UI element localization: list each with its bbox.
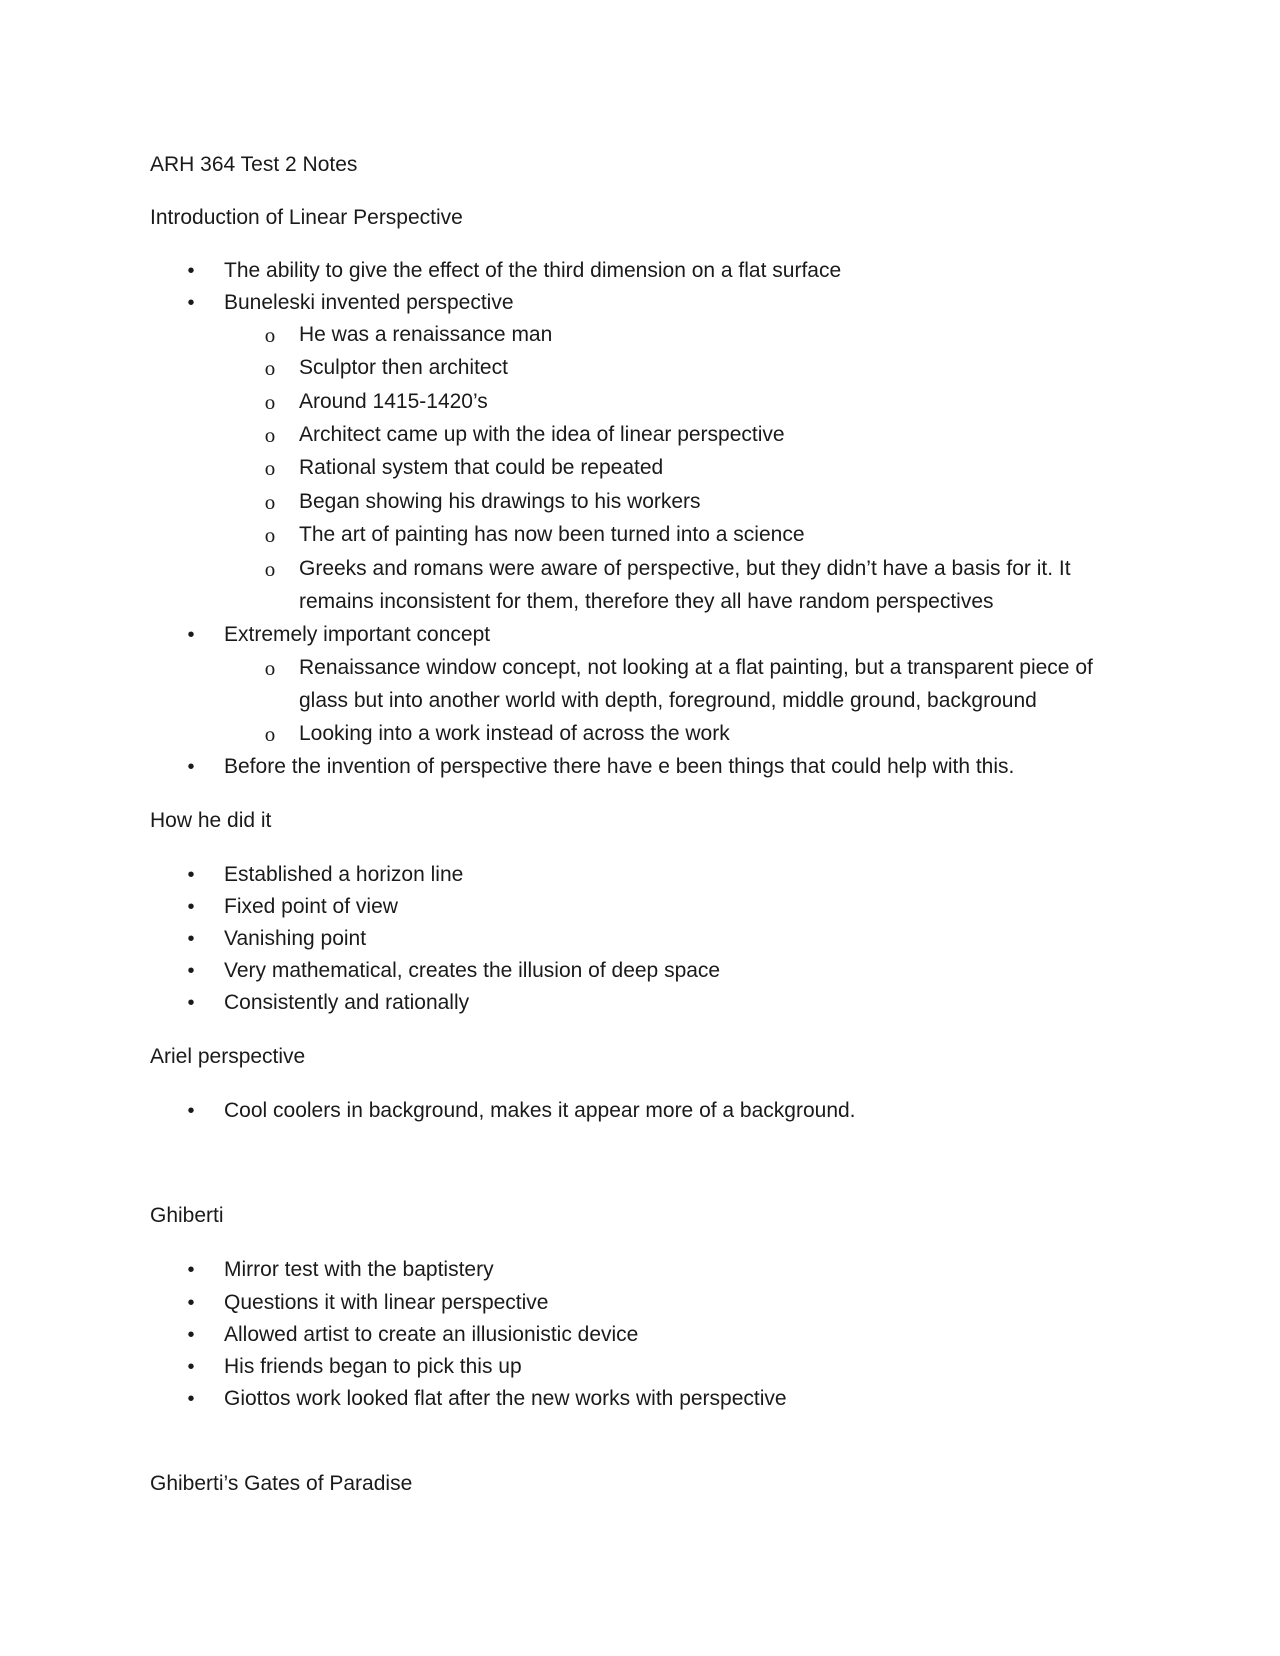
list-item: Extremely important concept xyxy=(224,623,491,646)
section-heading: Ghiberti xyxy=(150,1204,224,1227)
sub-bullet-icon: o xyxy=(264,356,276,380)
list-item: Allowed artist to create an illusionistic device xyxy=(224,1323,639,1346)
section-heading: Ariel perspective xyxy=(150,1045,306,1068)
sub-list-item: Greeks and romans were aware of perspective, but they didn’t have a basis for it. It xyxy=(299,557,1071,580)
sub-bullet-icon: o xyxy=(264,490,276,514)
sub-bullet-icon: o xyxy=(264,722,276,746)
bullet-icon: • xyxy=(187,1259,195,1281)
section-heading: Introduction of Linear Perspective xyxy=(150,206,463,229)
sub-bullet-icon: o xyxy=(264,456,276,480)
bullet-icon: • xyxy=(187,960,195,982)
bullet-icon: • xyxy=(187,1292,195,1314)
bullet-icon: • xyxy=(187,864,195,886)
list-item: Fixed point of view xyxy=(224,895,398,918)
list-item: Mirror test with the baptistery xyxy=(224,1258,494,1281)
sub-bullet-icon: o xyxy=(264,423,276,447)
list-item: Before the invention of perspective there have e been things that could help with this. xyxy=(224,755,1015,778)
list-item: Buneleski invented perspective xyxy=(224,291,514,314)
section-heading: How he did it xyxy=(150,809,272,832)
sub-bullet-icon: o xyxy=(264,390,276,414)
list-item: Questions it with linear perspective xyxy=(224,1291,549,1314)
sub-list-item: Looking into a work instead of across the work xyxy=(299,722,730,745)
list-item: Vanishing point xyxy=(224,927,367,950)
list-item: Very mathematical, creates the illusion of deep space xyxy=(224,959,721,982)
bullet-icon: • xyxy=(187,1324,195,1346)
sub-list-item: Sculptor then architect xyxy=(299,356,508,379)
sub-bullet-icon: o xyxy=(264,656,276,680)
sub-list-item: Renaissance window concept, not looking at a flat painting, but a transparent piece of xyxy=(299,656,1093,679)
list-item: Consistently and rationally xyxy=(224,991,470,1014)
section-heading: Ghiberti’s Gates of Paradise xyxy=(150,1472,413,1495)
sub-list-item: Rational system that could be repeated xyxy=(299,456,664,479)
sub-list-item: The art of painting has now been turned into a science xyxy=(299,523,805,546)
list-item: His friends began to pick this up xyxy=(224,1355,522,1378)
sub-list-item-continued: remains inconsistent for them, therefore they all have random perspectives xyxy=(299,590,994,613)
sub-list-item: Architect came up with the idea of linear perspective xyxy=(299,423,785,446)
sub-list-item: He was a renaissance man xyxy=(299,323,553,346)
bullet-icon: • xyxy=(187,292,195,314)
list-item: Established a horizon line xyxy=(224,863,464,886)
sub-list-item-continued: glass but into another world with depth, foreground, middle ground, background xyxy=(299,689,1037,712)
bullet-icon: • xyxy=(187,896,195,918)
bullet-icon: • xyxy=(187,1100,195,1122)
bullet-icon: • xyxy=(187,992,195,1014)
sub-bullet-icon: o xyxy=(264,523,276,547)
bullet-icon: • xyxy=(187,260,195,282)
bullet-icon: • xyxy=(187,756,195,778)
bullet-icon: • xyxy=(187,1356,195,1378)
list-item: Giottos work looked flat after the new works with perspective xyxy=(224,1387,787,1410)
list-item: Cool coolers in background, makes it appear more of a background. xyxy=(224,1099,856,1122)
document-title: ARH 364 Test 2 Notes xyxy=(150,153,358,176)
bullet-icon: • xyxy=(187,624,195,646)
sub-list-item: Began showing his drawings to his workers xyxy=(299,490,701,513)
sub-bullet-icon: o xyxy=(264,323,276,347)
bullet-icon: • xyxy=(187,1388,195,1410)
sub-bullet-icon: o xyxy=(264,557,276,581)
sub-list-item: Around 1415-1420’s xyxy=(299,390,488,413)
list-item: The ability to give the effect of the third dimension on a flat surface xyxy=(224,259,842,282)
bullet-icon: • xyxy=(187,928,195,950)
